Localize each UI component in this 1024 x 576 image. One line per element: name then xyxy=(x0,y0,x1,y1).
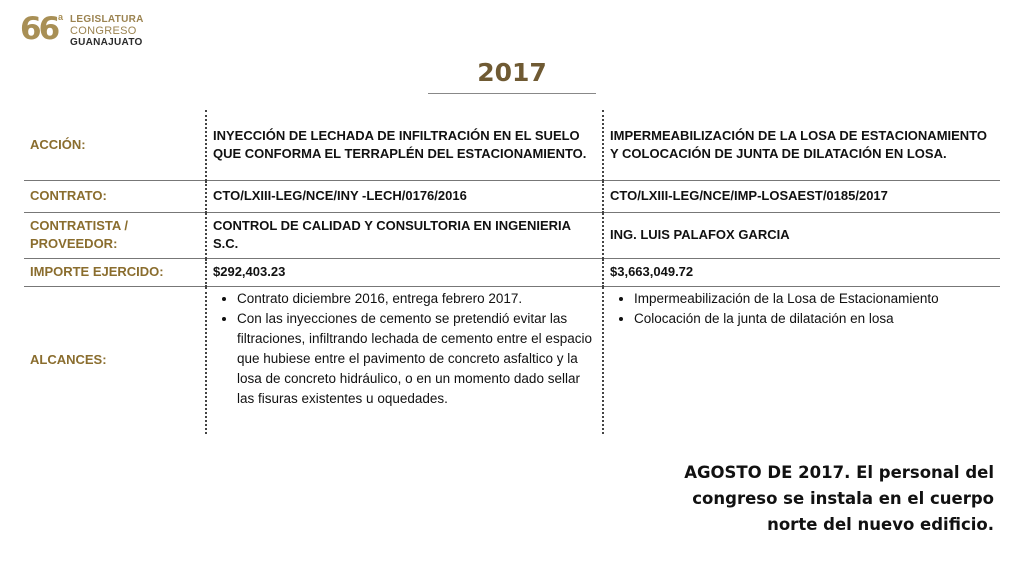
title-underline xyxy=(428,93,596,94)
table-cell: CTO/LXIII-LEG/NCE/INY -LECH/0176/2016 xyxy=(206,180,603,212)
table-cell: ING. LUIS PALAFOX GARCIA xyxy=(603,212,1000,258)
bullet-list xyxy=(610,289,994,329)
table-cell: IMPERMEABILIZACIÓN DE LA LOSA DE ESTACIONAMIENTO Y COLOCACIÓN DE JUNTA DE DILATACIÓN EN LOSA. xyxy=(603,110,1000,180)
row-label-contrato: CONTRATO: xyxy=(24,180,206,212)
table-cell: INYECCIÓN DE LECHADA DE INFILTRACIÓN EN EL SUELO QUE CONFORMA EL TERRAPLÉN DEL ESTACIONAMIENTO. xyxy=(206,110,603,180)
contracts-table xyxy=(24,110,1000,434)
table-cell: CONTROL DE CALIDAD Y CONSULTORIA EN INGENIERIA S.C. xyxy=(206,212,603,258)
row-label-alcances: ALCANCES: xyxy=(30,352,107,368)
table-row xyxy=(24,110,1000,180)
list-item: • Contrato diciembre 2016, entrega febrero 2017. xyxy=(237,289,596,309)
page-title: 2017 xyxy=(477,58,547,87)
table-cell: $3,663,049.72 xyxy=(603,258,1000,286)
table-row xyxy=(24,258,1000,286)
table-row xyxy=(24,180,1000,212)
row-label-contratista: CONTRATISTA / PROVEEDOR: xyxy=(24,212,206,258)
table-cell xyxy=(206,286,603,434)
logo-line-legislatura: LEGISLATURA xyxy=(70,14,144,25)
table-row xyxy=(24,286,1000,434)
table-cell: CTO/LXIII-LEG/NCE/IMP-LOSAEST/0185/2017 xyxy=(603,180,1000,212)
logo-superscript: a xyxy=(58,12,64,22)
photo-caption: AGOSTO DE 2017. El personal del congreso se instala en el cuerpo norte del nuevo edificio. xyxy=(684,463,994,534)
logo-number: 66 xyxy=(20,11,58,47)
bullet-list xyxy=(213,289,596,409)
table-cell xyxy=(603,286,1000,434)
table-cell: $292,403.23 xyxy=(206,258,603,286)
list-item: • Colocación de la junta de dilatación en losa xyxy=(634,309,994,329)
row-label-accion: ACCIÓN: xyxy=(24,110,206,180)
legislature-logo xyxy=(20,10,160,50)
logo-line-guanajuato: GUANAJUATO xyxy=(70,37,143,48)
row-label-importe: IMPORTE EJERCIDO: xyxy=(24,258,206,286)
table-row xyxy=(24,212,1000,258)
logo-line-congreso: CONGRESO xyxy=(70,25,137,37)
list-item: • Impermeabilización de la Losa de Estacionamiento xyxy=(634,289,994,309)
list-item: • Con las inyecciones de cemento se pretendió evitar las filtraciones, infiltrando lechada de cemento entre el espacio que hubiese entre el pavimento de concreto asfaltico y la losa de concreto hidráulico, o en un momento dado sellar las fisuras existentes u oquedades. xyxy=(237,309,596,409)
